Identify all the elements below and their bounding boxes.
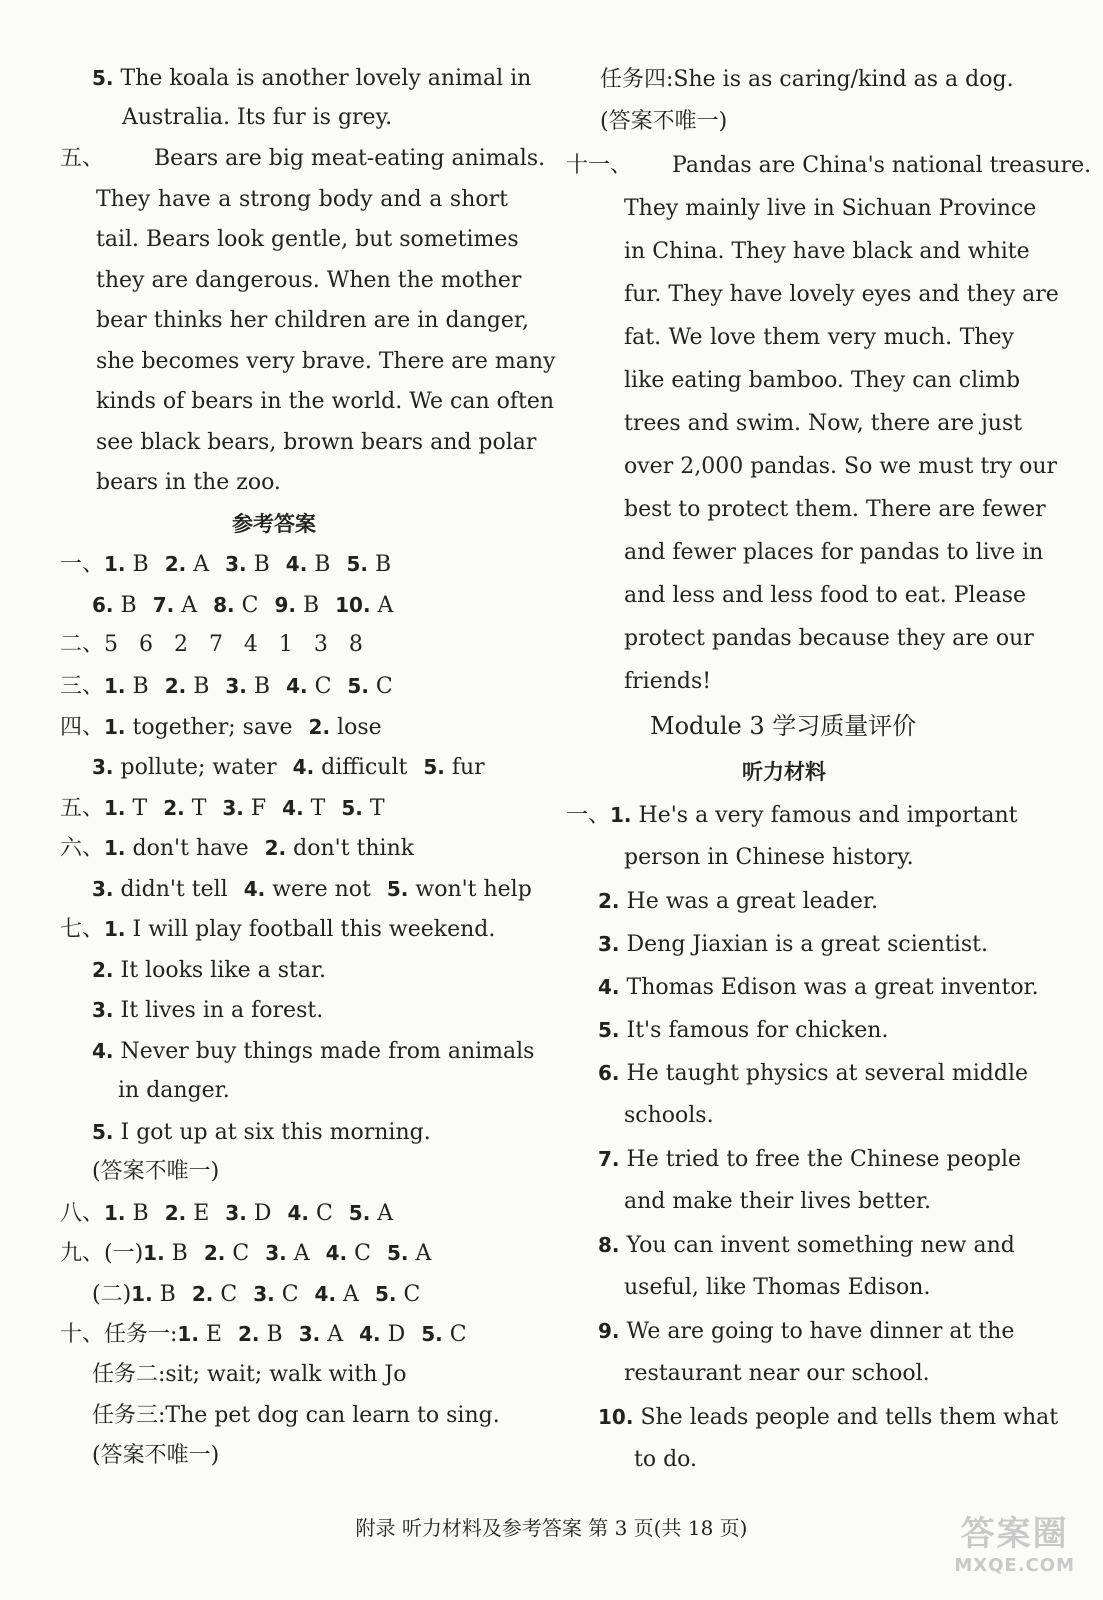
answer-number: 5. xyxy=(374,1282,397,1306)
answer-number: 1. xyxy=(104,552,126,576)
page-footer: 附录 听力材料及参考答案 第 3 页(共 18 页) xyxy=(355,1516,748,1540)
answer-value: didn't tell xyxy=(113,877,228,902)
text-line: kinds of bears in the world. We can often xyxy=(96,389,555,414)
answer-value: A xyxy=(286,1241,310,1266)
answer-number: 2. xyxy=(191,1282,214,1306)
answer-number: 4. xyxy=(285,552,308,576)
text-line: trees and swim. Now, there are just xyxy=(624,411,1023,436)
text-line: and fewer places for pandas to live in xyxy=(624,540,1044,565)
listening-title: 听力材料 xyxy=(742,760,826,784)
text-line: tail. Bears look gentle, but sometimes xyxy=(96,227,519,252)
answer-number: 4. xyxy=(287,1201,309,1225)
answer-value: C xyxy=(347,1241,371,1266)
listening-item: 2. He was a great leader. xyxy=(598,889,878,914)
answer-row: 4. Never buy things made from animals xyxy=(92,1039,535,1064)
answer-value: A xyxy=(336,1282,359,1307)
note: (答案不唯一) xyxy=(92,1159,220,1184)
text-line: over 2,000 pandas. So we must try our xyxy=(624,454,1058,479)
listening-item: useful, like Thomas Edison. xyxy=(624,1275,931,1300)
answer-number: 1. xyxy=(104,1201,126,1225)
text-line: she becomes very brave. There are many xyxy=(96,349,556,374)
answer-number: 4. xyxy=(325,1241,348,1265)
answer-number: 8. xyxy=(213,593,235,617)
answer-number: 4. xyxy=(359,1322,381,1346)
listening-item: 10. She leads people and tells them what xyxy=(598,1405,1059,1430)
text-line: 十一、 Pandas are China's national treasure. xyxy=(566,153,1092,178)
answer-row: 三、1. B 2. B 3. B 4. C 5. C xyxy=(60,674,393,699)
listening-item: and make their lives better. xyxy=(624,1189,931,1214)
answer-number: 3. xyxy=(225,1201,247,1225)
answer-row: 2. It looks like a star. xyxy=(92,958,327,983)
answer-value: C xyxy=(368,674,393,699)
answer-value: C xyxy=(234,593,259,618)
listening-item: 4. Thomas Edison was a great inventor. xyxy=(598,975,1039,1000)
answer-value: C xyxy=(225,1241,250,1266)
answer-row: 四、1. together; save 2. lose xyxy=(60,715,382,740)
answer-number: 7. xyxy=(152,593,175,617)
answer-row: 一、1. B 2. A 3. B 4. B 5. B xyxy=(60,552,392,577)
answer-value: lose xyxy=(330,715,382,740)
answer-value: A xyxy=(186,552,210,577)
text-line: bear thinks her children are in danger, xyxy=(96,308,530,333)
answer-row: 3. It lives in a forest. xyxy=(92,998,324,1023)
answer-row xyxy=(92,751,485,784)
answer-number: 3. xyxy=(298,1322,321,1346)
answer-value: B xyxy=(125,552,149,577)
answer-number: 10. xyxy=(335,593,371,617)
answer-value: E xyxy=(186,1201,210,1226)
answer-row: 任务三:The pet dog can learn to sing. xyxy=(92,1403,500,1428)
answer-number: 5. xyxy=(347,674,369,698)
answer-value: B xyxy=(125,1201,149,1226)
answer-number: 2. xyxy=(163,796,185,820)
note: (答案不唯一) xyxy=(600,109,728,134)
text-line: They have a strong body and a short xyxy=(96,187,508,212)
listening-item: person in Chinese history. xyxy=(624,845,914,870)
answer-number: 3. xyxy=(92,877,114,901)
text-line: and less and less food to eat. Please xyxy=(624,583,1027,608)
answer-value: C xyxy=(442,1322,467,1347)
text-line: they are dangerous. When the mother xyxy=(96,268,522,293)
answer-value: together; save xyxy=(125,715,293,740)
answer-row: 七、1. I will play football this weekend. xyxy=(60,917,496,942)
answer-value: D xyxy=(380,1322,406,1347)
answer-value: B xyxy=(246,674,271,699)
answer-number: 4. xyxy=(314,1282,337,1306)
answer-row: in danger. xyxy=(118,1078,230,1103)
listening-item: 3. Deng Jiaxian is a great scientist. xyxy=(598,932,988,957)
answer-value: B xyxy=(125,674,149,699)
answer-value: B xyxy=(368,552,392,577)
text-line: best to protect them. There are fewer xyxy=(624,497,1046,522)
answer-value: B xyxy=(259,1322,283,1347)
answer-number: 2. xyxy=(264,836,287,860)
answer-number: 2. xyxy=(164,674,187,698)
answer-value: D xyxy=(246,1201,272,1226)
answer-number: 1. xyxy=(104,836,126,860)
answer-number: 1. xyxy=(104,674,126,698)
answer-row: 二、5 6 2 7 4 1 3 8 xyxy=(60,632,363,657)
answer-value: T xyxy=(125,796,148,821)
answer-number: 4. xyxy=(292,755,315,779)
answer-number: 1. xyxy=(177,1322,199,1346)
listening-item: 5. It's famous for chicken. xyxy=(598,1018,889,1043)
answer-number: 3. xyxy=(265,1241,287,1265)
answer-value: don't have xyxy=(125,836,249,861)
answer-value: A xyxy=(370,593,394,618)
watermark-logo xyxy=(954,1506,1075,1576)
answer-number: 5. xyxy=(423,755,445,779)
answer-row: 五、1. T 2. T 3. F 4. T 5. T xyxy=(60,796,385,821)
answer-number: 2. xyxy=(164,552,187,576)
text-line: fur. They have lovely eyes and they are xyxy=(624,282,1059,307)
listening-item: to do. xyxy=(634,1447,698,1472)
answer-row: 十、任务一:1. E 2. B 3. A 4. D 5. C xyxy=(60,1322,467,1347)
answer-row: 任务二:sit; wait; walk with Jo xyxy=(92,1362,407,1387)
answer-value: won't help xyxy=(408,877,532,902)
answer-row xyxy=(92,589,393,622)
listening-item: 9. We are going to have dinner at the xyxy=(598,1319,1015,1344)
answer-number: 4. xyxy=(286,674,308,698)
answer-value: E xyxy=(198,1322,222,1347)
answer-value: A xyxy=(370,1201,394,1226)
answer-value: A xyxy=(174,593,198,618)
answer-number: 3. xyxy=(225,552,247,576)
listening-item: restaurant near our school. xyxy=(624,1361,930,1386)
answers-title: 参考答案 xyxy=(232,512,316,536)
answer-number: 1. xyxy=(104,796,126,820)
text-line: Australia. Its fur is grey. xyxy=(122,105,393,130)
answer-value: fur xyxy=(444,755,485,780)
text-line: 5. The koala is another lovely animal in xyxy=(92,66,532,91)
text-line: They mainly live in Sichuan Province xyxy=(624,196,1037,221)
answer-value: C xyxy=(213,1282,238,1307)
text-line: like eating bamboo. They can climb xyxy=(624,368,1021,393)
text-line: 五、 Bears are big meat-eating animals. xyxy=(60,146,546,171)
listening-item: 一、1. He's a very famous and important xyxy=(566,803,1018,828)
answer-value: B xyxy=(307,552,331,577)
answer-number: 3. xyxy=(92,755,114,779)
answer-value: F xyxy=(243,796,267,821)
answer-value: difficult xyxy=(314,755,408,780)
answer-value: C xyxy=(274,1282,299,1307)
listening-item: 6. He taught physics at several middle xyxy=(598,1061,1029,1086)
answer-row: 九、(一)1. B 2. C 3. A 4. C 5. A xyxy=(60,1241,432,1266)
answer-row xyxy=(92,873,532,906)
answer-number: 1. xyxy=(131,1282,153,1306)
answer-row: (二)1. B 2. C 3. C 4. A 5. C xyxy=(92,1282,421,1307)
text-line: in China. They have black and white xyxy=(624,239,1030,264)
answer-value: pollute; water xyxy=(113,755,277,780)
text-line: bears in the zoo. xyxy=(96,470,281,495)
text-line: protect pandas because they are our xyxy=(624,626,1034,651)
answer-row: 六、1. don't have 2. don't think xyxy=(60,836,415,861)
answer-number: 1. xyxy=(104,715,126,739)
answer-value: were not xyxy=(265,877,371,902)
answer-number: 3. xyxy=(253,1282,275,1306)
answer-value: C xyxy=(308,1201,333,1226)
answer-number: 3. xyxy=(222,796,244,820)
listening-item: 7. He tried to free the Chinese people xyxy=(598,1147,1022,1172)
answer-number: 5. xyxy=(348,1201,371,1225)
answer-row: 任务四:She is as caring/kind as a dog. xyxy=(600,67,1014,92)
answer-number: 2. xyxy=(308,715,331,739)
answer-number: 5. xyxy=(386,1241,409,1265)
text-line: fat. We love them very much. They xyxy=(624,325,1014,350)
answer-value: B xyxy=(186,674,210,699)
answer-row: 5. I got up at six this morning. xyxy=(92,1120,431,1145)
watermark-top: 答案圈 xyxy=(960,1514,1069,1554)
answer-number: 5. xyxy=(386,877,409,901)
module-title: Module 3 学习质量评价 xyxy=(650,712,917,740)
answer-value: B xyxy=(164,1241,188,1266)
answer-number: 5. xyxy=(346,552,368,576)
answer-value: B xyxy=(246,552,270,577)
answer-number: 2. xyxy=(164,1201,187,1225)
answer-value: A xyxy=(408,1241,432,1266)
answer-number: 6. xyxy=(92,593,114,617)
answer-number: 2. xyxy=(238,1322,260,1346)
answer-value: C xyxy=(307,674,332,699)
answer-value: B xyxy=(152,1282,176,1307)
answer-value: B xyxy=(295,593,320,618)
answer-value: T xyxy=(184,796,207,821)
listening-item: schools. xyxy=(624,1103,714,1128)
answer-value: don't think xyxy=(286,836,415,861)
answer-value: T xyxy=(362,796,385,821)
answer-value: T xyxy=(303,796,326,821)
note: (答案不唯一) xyxy=(92,1443,220,1468)
answer-row: 八、1. B 2. E 3. D 4. C 5. A xyxy=(60,1201,394,1226)
watermark-bottom: MXQE.COM xyxy=(954,1555,1075,1576)
text-line: friends! xyxy=(624,669,712,694)
answer-number: 4. xyxy=(243,877,266,901)
answer-number: 2. xyxy=(203,1241,226,1265)
answer-number: 5. xyxy=(421,1322,443,1346)
answer-number: 1. xyxy=(143,1241,165,1265)
listening-item: 8. You can invent something new and xyxy=(598,1233,1015,1258)
text-line: see black bears, brown bears and polar xyxy=(96,430,537,455)
answer-number: 3. xyxy=(225,674,247,698)
answer-number: 5. xyxy=(341,796,363,820)
answer-number: 9. xyxy=(274,593,296,617)
answer-value: C xyxy=(396,1282,421,1307)
answer-number: 4. xyxy=(282,796,304,820)
answer-value: B xyxy=(113,593,137,618)
answer-value: A xyxy=(320,1322,344,1347)
